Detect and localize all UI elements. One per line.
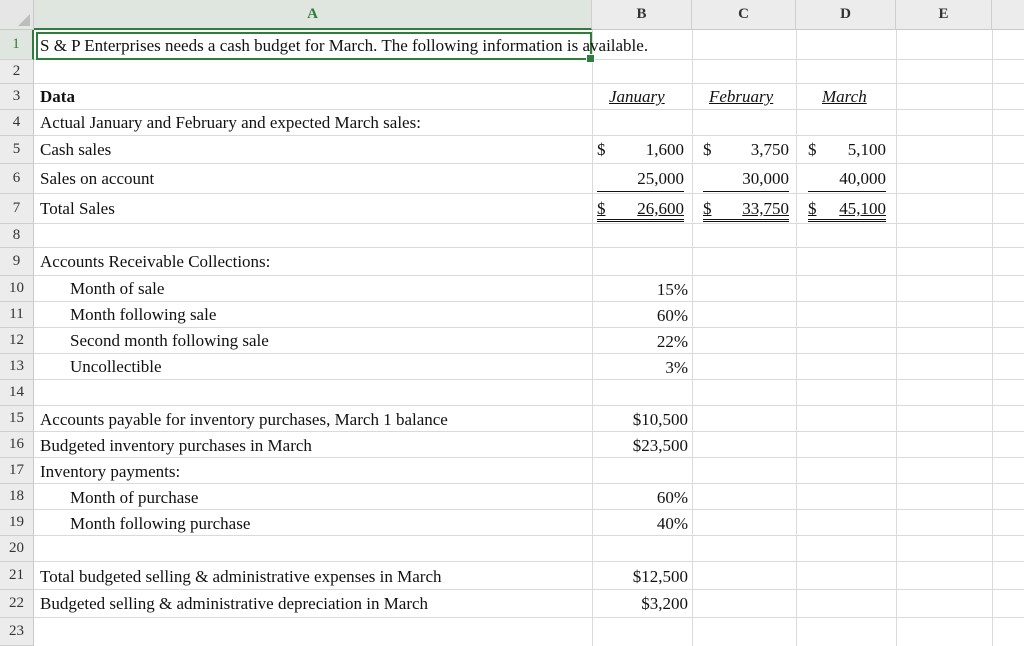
gridline xyxy=(34,163,1024,164)
gridline xyxy=(34,561,1024,562)
row-header-19[interactable]: 19 xyxy=(0,510,34,536)
cell-value: 5,100 xyxy=(847,140,886,159)
cell-a7[interactable]: Total Sales xyxy=(40,199,115,218)
cell-a1[interactable]: S & P Enterprises needs a cash budget for March. The following information is available. xyxy=(40,36,649,55)
cell-b16[interactable]: $23,500 xyxy=(632,436,688,455)
cell-b15[interactable]: $10,500 xyxy=(632,410,688,429)
cell-a12[interactable]: Second month following sale xyxy=(70,331,269,350)
row-header-9[interactable]: 9 xyxy=(0,248,34,276)
cell-value: 25,000 xyxy=(637,169,684,188)
column-header-d[interactable]: D xyxy=(796,0,896,30)
cell-b3[interactable]: January xyxy=(609,87,665,106)
column-header-e[interactable]: E xyxy=(896,0,992,30)
cell-d6[interactable] xyxy=(808,166,886,192)
cell-a9[interactable]: Accounts Receivable Collections: xyxy=(40,252,271,271)
cell-a21[interactable]: Total budgeted selling & administrative expenses in March xyxy=(40,567,442,586)
row-header-6[interactable]: 6 xyxy=(0,164,34,194)
cell-b18[interactable]: 60% xyxy=(656,488,688,507)
cell-a3[interactable]: Data xyxy=(40,87,75,106)
cell-b12[interactable]: 22% xyxy=(656,332,688,351)
column-header-b[interactable]: B xyxy=(592,0,692,30)
cell-d5[interactable] xyxy=(808,137,886,163)
cell-a4[interactable]: Actual January and February and expected March sales: xyxy=(40,113,421,132)
column-header-a[interactable]: A xyxy=(34,0,592,30)
cell-d3[interactable]: March xyxy=(822,87,867,106)
row-header-7[interactable]: 7 xyxy=(0,194,34,224)
column-header-f[interactable] xyxy=(992,0,1024,30)
cell-a22[interactable]: Budgeted selling & administrative depreciation in March xyxy=(40,594,429,613)
row-header-17[interactable]: 17 xyxy=(0,458,34,484)
cell-value: 26,600 xyxy=(637,199,684,218)
cell-b13[interactable]: 3% xyxy=(665,358,688,377)
currency-symbol: $ xyxy=(703,140,712,159)
currency-symbol: $ xyxy=(703,199,712,218)
row-header-15[interactable]: 15 xyxy=(0,406,34,432)
gridline xyxy=(34,483,1024,484)
cell-a10[interactable]: Month of sale xyxy=(70,279,165,298)
row-header-11[interactable]: 11 xyxy=(0,302,34,328)
currency-symbol: $ xyxy=(808,140,817,159)
row-header-14[interactable]: 14 xyxy=(0,380,34,406)
cell-value: 30,000 xyxy=(742,169,789,188)
cell-value: 45,100 xyxy=(839,199,886,218)
row-header-1[interactable]: 1 xyxy=(0,30,34,60)
currency-symbol: $ xyxy=(808,199,817,218)
cell-value: 3,750 xyxy=(750,140,789,159)
row-header-12[interactable]: 12 xyxy=(0,328,34,354)
gridline xyxy=(34,275,1024,276)
cell-b5[interactable] xyxy=(597,137,684,163)
row-header-3[interactable]: 3 xyxy=(0,84,34,110)
cell-b21[interactable]: $12,500 xyxy=(632,567,688,586)
gridline xyxy=(34,617,1024,618)
row-header-2[interactable]: 2 xyxy=(0,60,34,84)
cell-a13[interactable]: Uncollectible xyxy=(70,357,162,376)
select-all-icon xyxy=(18,14,30,26)
row-header-4[interactable]: 4 xyxy=(0,110,34,136)
cell-value: 40,000 xyxy=(839,169,886,188)
cell-d7[interactable] xyxy=(808,196,886,222)
row-header-18[interactable]: 18 xyxy=(0,484,34,510)
currency-symbol: $ xyxy=(597,199,606,218)
cell-a19[interactable]: Month following purchase xyxy=(70,514,251,533)
cell-a11[interactable]: Month following sale xyxy=(70,305,217,324)
cell-a18[interactable]: Month of purchase xyxy=(70,488,199,507)
cell-a5[interactable]: Cash sales xyxy=(40,140,112,159)
cell-c3[interactable]: February xyxy=(709,87,774,106)
cell-c7[interactable] xyxy=(703,196,789,222)
gridline xyxy=(896,30,897,646)
gridline xyxy=(34,247,1024,248)
row-header-5[interactable]: 5 xyxy=(0,136,34,164)
cell-value: 33,750 xyxy=(742,199,789,218)
cell-b19[interactable]: 40% xyxy=(656,514,688,533)
gridline xyxy=(34,193,1024,194)
row-header-8[interactable]: 8 xyxy=(0,224,34,248)
cell-b10[interactable]: 15% xyxy=(656,280,688,299)
select-all-corner[interactable] xyxy=(0,0,34,30)
gridline xyxy=(796,30,797,646)
row-header-23[interactable]: 23 xyxy=(0,618,34,646)
cell-a15[interactable]: Accounts payable for inventory purchases, March 1 balance xyxy=(40,410,448,429)
row-header-16[interactable]: 16 xyxy=(0,432,34,458)
row-header-20[interactable]: 20 xyxy=(0,536,34,562)
row-header-10[interactable]: 10 xyxy=(0,276,34,302)
cell-b7[interactable] xyxy=(597,196,684,222)
cell-a6[interactable]: Sales on account xyxy=(40,169,155,188)
row-header-21[interactable]: 21 xyxy=(0,562,34,590)
cell-b6[interactable] xyxy=(597,166,684,192)
cell-a16[interactable]: Budgeted inventory purchases in March xyxy=(40,436,312,455)
cell-b11[interactable]: 60% xyxy=(656,306,688,325)
row-header-22[interactable]: 22 xyxy=(0,590,34,618)
column-header-c[interactable]: C xyxy=(692,0,796,30)
gridline xyxy=(34,379,1024,380)
row-header-13[interactable]: 13 xyxy=(0,354,34,380)
cell-a17[interactable]: Inventory payments: xyxy=(40,462,181,481)
cell-b22[interactable]: $3,200 xyxy=(641,594,688,613)
cell-value: 1,600 xyxy=(645,140,684,159)
gridline xyxy=(992,30,993,646)
gridline xyxy=(34,405,1024,406)
cell-c5[interactable] xyxy=(703,137,789,163)
gridline xyxy=(692,30,693,646)
gridline xyxy=(34,83,1024,84)
currency-symbol: $ xyxy=(597,140,606,159)
gridline xyxy=(34,223,1024,224)
cell-c6[interactable] xyxy=(703,166,789,192)
